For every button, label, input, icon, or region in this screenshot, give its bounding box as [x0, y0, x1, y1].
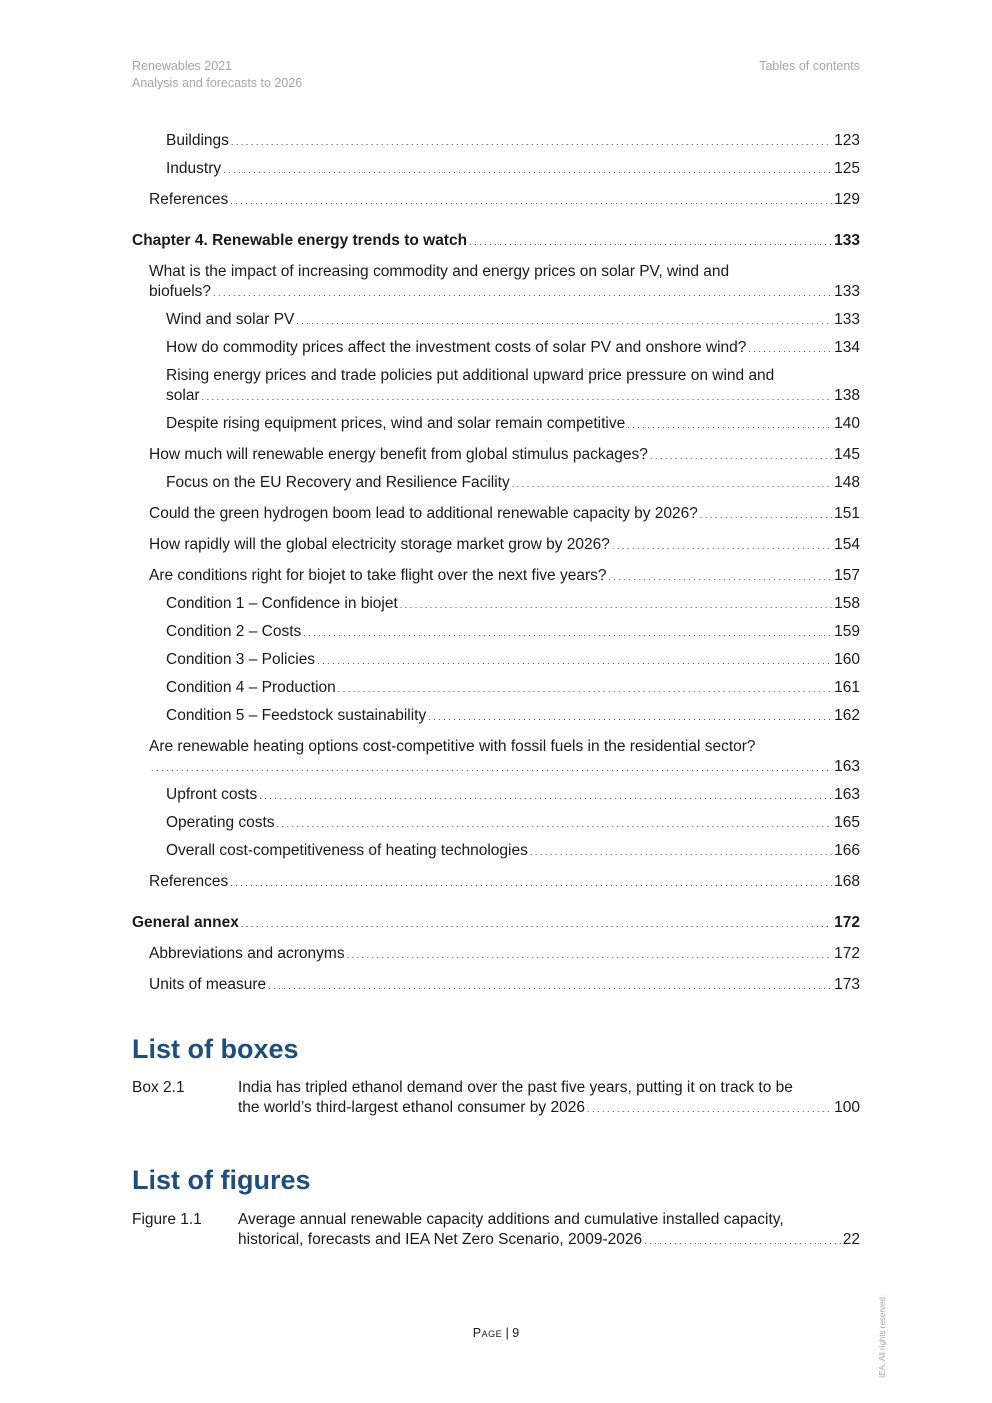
toc-entry-title: General annex	[132, 914, 239, 931]
toc-page-number: 160	[834, 651, 860, 668]
leader-dots	[268, 975, 832, 996]
toc-page-number: 138	[834, 387, 860, 404]
toc-page-number: 159	[834, 623, 860, 640]
box-entry[interactable]	[132, 1078, 860, 1119]
report-subtitle: Analysis and forecasts to 2026	[132, 76, 303, 90]
toc-entry-title: Are conditions right for biojet to take flight over the next five years?	[149, 567, 607, 584]
leader-dots	[202, 386, 833, 407]
toc-entry[interactable]	[132, 622, 860, 643]
toc-entry[interactable]	[132, 706, 860, 727]
toc-entry-title: Rising energy prices and trade policies put additional upward price pressure on wind and	[166, 367, 775, 384]
toc-entry[interactable]	[132, 159, 860, 180]
toc-entry-title: Condition 4 – Production	[166, 679, 336, 696]
toc-entry[interactable]	[132, 872, 860, 893]
toc-entry[interactable]	[132, 678, 860, 699]
toc-page-number: 163	[834, 758, 860, 775]
box-title-line2: the world’s third-largest ethanol consumer by 2026	[238, 1099, 585, 1116]
toc-entry-title: Focus on the EU Recovery and Resilience Facility	[166, 474, 510, 491]
leader-dots	[223, 159, 832, 180]
table-of-contents	[132, 131, 860, 996]
toc-entry[interactable]	[132, 650, 860, 671]
toc-page-number: 154	[834, 536, 860, 553]
leader-dots	[530, 841, 832, 862]
toc-entry-title: How do commodity prices affect the investment costs of solar PV and onshore wind?	[166, 339, 747, 356]
toc-page-number: 133	[834, 311, 860, 328]
toc-entry[interactable]	[132, 131, 860, 152]
toc-page-number: 166	[834, 842, 860, 859]
toc-page-number: 151	[834, 505, 860, 522]
toc-entry-title: Overall cost-competitiveness of heating technologies	[166, 842, 528, 859]
toc-entry-title: References	[149, 873, 229, 890]
leader-dots	[587, 1098, 832, 1119]
figure-title-line1: Average annual renewable capacity additions and cumulative installed capacity,	[238, 1211, 784, 1228]
toc-entry[interactable]	[132, 414, 860, 435]
toc-page-number: 172	[834, 914, 860, 931]
toc-entry-title: Condition 2 – Costs	[166, 623, 302, 640]
leader-dots	[213, 282, 832, 303]
toc-page-number: 133	[834, 232, 860, 249]
toc-page-number: 134	[834, 339, 860, 356]
toc-page-number: 125	[834, 160, 860, 177]
toc-entry-title: Buildings	[166, 132, 229, 149]
toc-page-number: 168	[834, 873, 860, 890]
leader-dots	[317, 650, 832, 671]
leader-dots	[748, 338, 832, 359]
toc-entry-title: Industry	[166, 160, 222, 177]
toc-entry-title-cont: biofuels?	[149, 283, 212, 300]
toc-entry-title: What is the impact of increasing commodity and energy prices on solar PV, wind and	[149, 263, 730, 280]
toc-entry-title: Could the green hydrogen boom lead to additional renewable capacity by 2026?	[149, 505, 698, 522]
toc-entry[interactable]	[132, 813, 860, 834]
box-page-number: 100	[834, 1099, 860, 1116]
toc-entry-title: Condition 5 – Feedstock sustainability	[166, 707, 427, 724]
leader-dots	[151, 757, 832, 778]
figure-label: Figure 1.1	[132, 1211, 202, 1228]
toc-entry[interactable]	[132, 785, 860, 806]
toc-entry[interactable]	[132, 445, 860, 466]
leader-dots	[700, 504, 832, 525]
list-of-boxes-heading: List of boxes	[132, 1034, 299, 1064]
leader-dots	[303, 622, 832, 643]
leader-dots	[347, 944, 833, 965]
box-label: Box 2.1	[132, 1079, 185, 1096]
toc-entry[interactable]	[132, 737, 860, 778]
report-title: Renewables 2021	[132, 59, 233, 73]
toc-page-number: 172	[834, 945, 860, 962]
toc-page-number: 123	[834, 132, 860, 149]
toc-entry-title: Wind and solar PV	[166, 311, 295, 328]
box-title-line1: India has tripled ethanol demand over the past five years, putting it on track to be	[238, 1079, 793, 1096]
running-header-section: Tables of contents	[759, 59, 860, 73]
toc-entry-title: References	[149, 191, 229, 208]
toc-page-number: 162	[834, 707, 860, 724]
leader-dots	[230, 190, 832, 211]
leader-dots	[400, 594, 832, 615]
toc-page-number: 158	[834, 595, 860, 612]
toc-entry-title: Upfront costs	[166, 786, 258, 803]
toc-entry-title: Chapter 4. Renewable energy trends to watch	[132, 232, 468, 249]
toc-entry[interactable]	[132, 944, 860, 965]
toc-page-number: 157	[834, 567, 860, 584]
toc-entry-title: Despite rising equipment prices, wind and solar remain competitive	[166, 415, 626, 432]
leader-dots	[644, 1230, 841, 1251]
figure-page-number: 22	[842, 1231, 860, 1248]
toc-page-number: 165	[834, 814, 860, 831]
leader-dots	[609, 566, 833, 587]
toc-page-number: 148	[834, 474, 860, 491]
toc-page-number: 145	[834, 446, 860, 463]
page-footer	[0, 1326, 992, 1340]
toc-entry[interactable]	[132, 594, 860, 615]
toc-entry-title: How rapidly will the global electricity storage market grow by 2026?	[149, 536, 610, 553]
toc-page-number: 133	[834, 283, 860, 300]
toc-entry[interactable]	[132, 473, 860, 494]
toc-page-number: 163	[834, 786, 860, 803]
page-word: Page	[472, 1326, 503, 1340]
toc-entry-title: Abbreviations and acronyms	[149, 945, 345, 962]
toc-entry-title: Condition 1 – Confidence in biojet	[166, 595, 398, 612]
toc-entry[interactable]	[132, 366, 860, 407]
page-separator: |	[502, 1326, 513, 1340]
list-of-figures-heading: List of figures	[132, 1165, 311, 1195]
toc-entry[interactable]	[132, 841, 860, 862]
leader-dots	[338, 678, 832, 699]
toc-entry-title-cont: solar	[166, 387, 200, 404]
toc-entry[interactable]	[132, 566, 860, 587]
toc-page-number: 161	[834, 679, 860, 696]
toc-entry-title: Operating costs	[166, 814, 275, 831]
running-header-left	[132, 58, 302, 92]
toc-entry[interactable]	[132, 231, 860, 252]
toc-entry[interactable]	[132, 913, 860, 934]
leader-dots	[230, 872, 832, 893]
toc-entry-title: Units of measure	[149, 976, 267, 993]
toc-entry[interactable]	[132, 190, 860, 211]
leader-dots	[428, 706, 832, 727]
toc-entry[interactable]	[132, 535, 860, 556]
leader-dots	[241, 913, 832, 934]
leader-dots	[469, 231, 832, 252]
toc-entry-title: Condition 3 – Policies	[166, 651, 316, 668]
figure-title-line2: historical, forecasts and IEA Net Zero Scenario, 2009-2026	[238, 1231, 643, 1248]
figure-entry[interactable]	[132, 1210, 860, 1251]
leader-dots	[259, 785, 832, 806]
toc-page-number: 129	[834, 191, 860, 208]
toc-entry[interactable]	[132, 310, 860, 331]
toc-entry[interactable]	[132, 338, 860, 359]
toc-entry-title: Are renewable heating options cost-competitive with fossil fuels in the residential sector?	[149, 738, 756, 755]
toc-page-number: 173	[834, 976, 860, 993]
toc-entry[interactable]	[132, 262, 860, 303]
leader-dots	[296, 310, 832, 331]
toc-page-number: 140	[834, 415, 860, 432]
leader-dots	[650, 445, 832, 466]
page-number: 9	[512, 1326, 520, 1340]
toc-entry[interactable]	[132, 975, 860, 996]
leader-dots	[627, 414, 832, 435]
leader-dots	[277, 813, 833, 834]
toc-entry[interactable]	[132, 504, 860, 525]
toc-entry-title: How much will renewable energy benefit from global stimulus packages?	[149, 446, 648, 463]
rights-notice: IEA. All rights reserved.	[878, 1294, 887, 1378]
leader-dots	[512, 473, 832, 494]
leader-dots	[231, 131, 832, 152]
leader-dots	[612, 535, 832, 556]
